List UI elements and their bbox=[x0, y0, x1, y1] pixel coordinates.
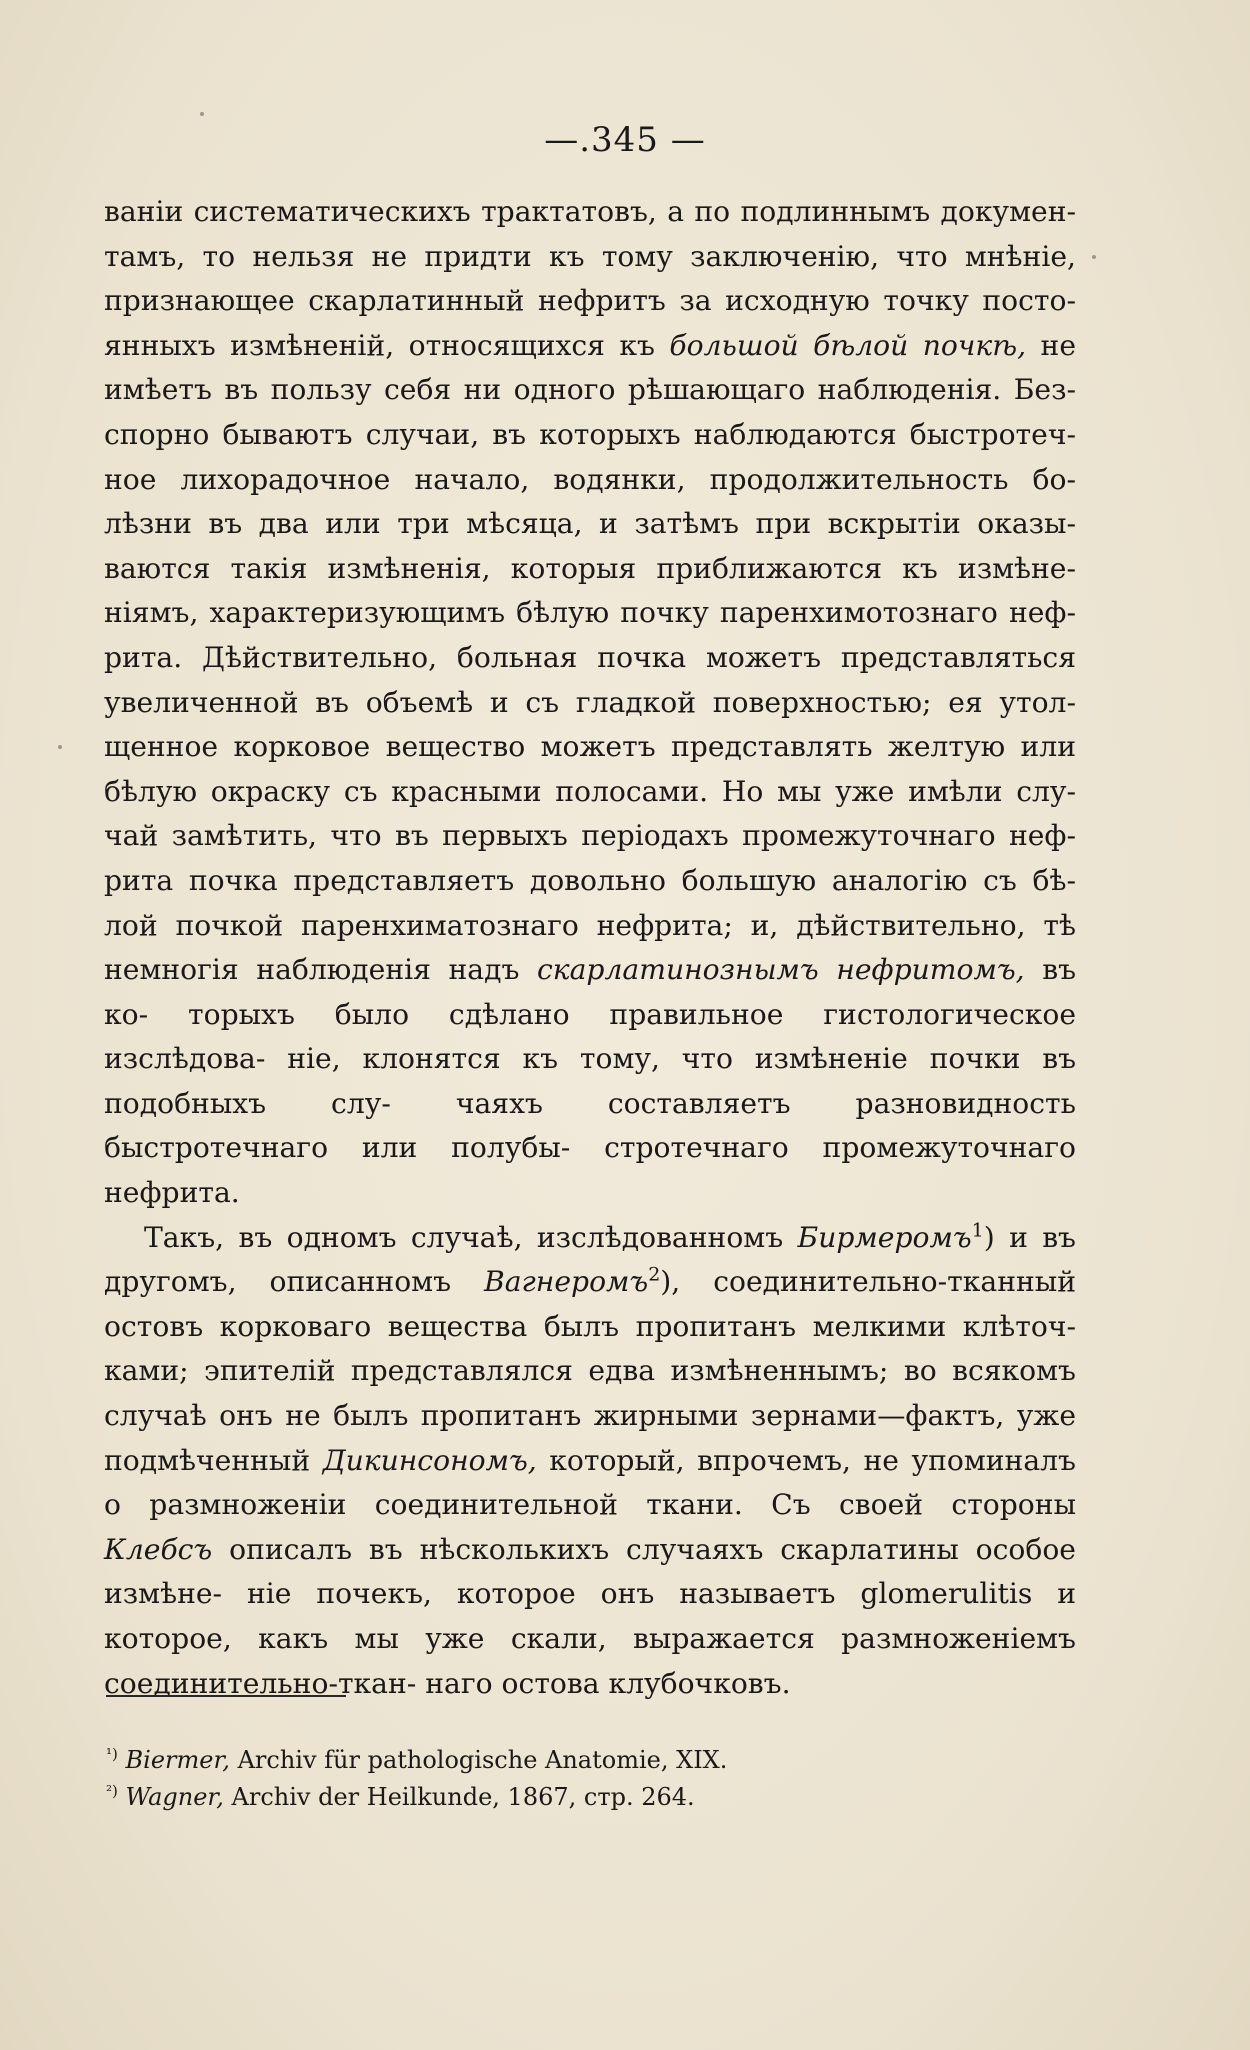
text-line: рита. Дѣйствительно, больная почка можетъ представляться bbox=[104, 640, 1076, 674]
footnote-author: Biermer, bbox=[125, 1746, 230, 1774]
footnote-text: Archiv für pathologische Anatomie, XIX. bbox=[237, 1746, 728, 1774]
text-line: ніямъ, характеризующимъ бѣлую почку паренхимотознаго неф- bbox=[104, 596, 1076, 630]
text-line: бѣлую окраску съ красными полосами. Но мы уже имѣли слу- bbox=[104, 774, 1076, 808]
text-line: ніе почекъ, которое онъ называетъ glomerulitis и которое, какъ bbox=[104, 1577, 1076, 1655]
text-line: не bbox=[1040, 328, 1076, 362]
print-speck bbox=[200, 112, 204, 116]
footnote-1 bbox=[106, 1742, 1006, 1779]
text-line: чай замѣтить, что въ первыхъ періодахъ промежуточнаго неф- bbox=[104, 819, 1076, 853]
footnote-mark: ²) bbox=[106, 1782, 118, 1800]
text-line: рита почка представляетъ довольно большую аналогію съ бѣ- bbox=[104, 863, 1076, 897]
text-line: случаѣ онъ не былъ пропитанъ жирными зернами—фактъ, уже bbox=[104, 1399, 1076, 1433]
text-line: наго остова клубочковъ. bbox=[425, 1666, 791, 1700]
paragraph-2 bbox=[104, 1216, 1076, 1707]
text-line: ваются такія измѣненія, которыя приближаются къ измѣне- bbox=[104, 551, 1076, 585]
text-line: немногія наблюденія надъ bbox=[104, 953, 520, 987]
print-speck bbox=[1092, 255, 1096, 259]
text-line: чаяхъ составляетъ разновидность быстротечнаго или полубы- bbox=[104, 1086, 1076, 1165]
italic-term: большой бѣлой почкѣ, bbox=[669, 328, 1027, 362]
text-line: ное лихорадочное начало, водянки, продолжительность бо- bbox=[104, 462, 1076, 496]
text-line: въ ко- bbox=[104, 953, 1077, 1031]
text-line: мы уже скали, выражается размноженіемъ соединительно-ткан- bbox=[104, 1622, 1076, 1700]
text-line: другомъ, описанномъ bbox=[104, 1265, 452, 1299]
author-name-italic: Вагнеромъ bbox=[484, 1265, 649, 1299]
text-line: тамъ, то нельзя не придти къ тому заключенію, что мнѣніе, bbox=[104, 239, 1076, 273]
author-name-italic: Клебсъ bbox=[104, 1532, 213, 1566]
text-line: спорно бываютъ случаи, въ которыхъ наблюдаются быстротеч- bbox=[104, 417, 1076, 451]
footnote-text: Archiv der Heilkunde, 1867, стр. 264. bbox=[231, 1783, 695, 1811]
print-speck bbox=[58, 745, 62, 749]
footnote-divider bbox=[106, 1695, 346, 1697]
text-line: признающее скарлатинный нефритъ за исходную точку посто- bbox=[104, 284, 1076, 318]
text-line: который, впрочемъ, не упоминалъ bbox=[549, 1443, 1076, 1477]
text-line: ками; эпителій представлялся едва измѣненнымъ; во всякомъ bbox=[104, 1354, 1076, 1388]
text-line: ніе, клонятся къ тому, что измѣненіе почки въ подобныхъ слу- bbox=[104, 1042, 1077, 1120]
footnote-reference[interactable]: 2 bbox=[648, 1263, 661, 1286]
text-line: увеличенной въ объемѣ и съ гладкой поверхностью; ея утол- bbox=[104, 685, 1076, 719]
text-line: лѣзни въ два или три мѣсяца, и затѣмъ при вскрытіи оказы- bbox=[104, 507, 1076, 541]
text-line: ваніи систематическихъ трактатовъ, а по подлиннымъ докумен- bbox=[104, 195, 1076, 228]
text-line: торыхъ было сдѣлано правильное гистологическое изслѣдова- bbox=[104, 997, 1076, 1076]
footnote-2 bbox=[106, 1779, 1006, 1816]
text-line: подмѣченный bbox=[104, 1443, 311, 1477]
text-line: ) и въ bbox=[983, 1220, 1076, 1254]
author-name-italic: Дикинсономъ, bbox=[322, 1443, 537, 1477]
italic-term: скарлатинознымъ нефритомъ, bbox=[537, 953, 1025, 987]
footnotes bbox=[106, 1742, 1006, 1816]
text-line: янныхъ измѣненій, относящихся къ bbox=[104, 328, 655, 362]
author-name-italic: Бирмеромъ bbox=[797, 1220, 972, 1254]
text-line: описалъ въ нѣсколькихъ случаяхъ скарлатины особое измѣне- bbox=[104, 1532, 1076, 1611]
footnote-mark: ¹) bbox=[106, 1745, 118, 1763]
text-line: Такъ, въ одномъ случаѣ, изслѣдованномъ bbox=[144, 1220, 784, 1254]
text-line: ), соединительно-тканный bbox=[660, 1265, 1076, 1299]
text-line: остовъ корковаго вещества былъ пропитанъ мелкими клѣточ- bbox=[104, 1309, 1076, 1343]
body-text bbox=[104, 190, 1076, 1706]
footnote-author: Wagner, bbox=[125, 1783, 224, 1811]
text-line: лой почкой паренхиматознаго нефрита; и, дѣйствительно, тѣ bbox=[104, 908, 1076, 942]
text-line: щенное корковое вещество можетъ представлять желтую или bbox=[104, 730, 1076, 764]
text-line: о размноженіи соединительной ткани. Съ своей стороны bbox=[104, 1488, 1076, 1522]
text-line: имѣетъ въ пользу себя ни одного рѣшающаго наблюденія. Без- bbox=[104, 373, 1076, 407]
paragraph-1 bbox=[104, 190, 1076, 1216]
text-line: стротечнаго промежуточнаго нефрита. bbox=[104, 1131, 1076, 1210]
page-number: —.345 — bbox=[544, 120, 706, 160]
footnote-reference[interactable]: 1 bbox=[971, 1219, 984, 1242]
